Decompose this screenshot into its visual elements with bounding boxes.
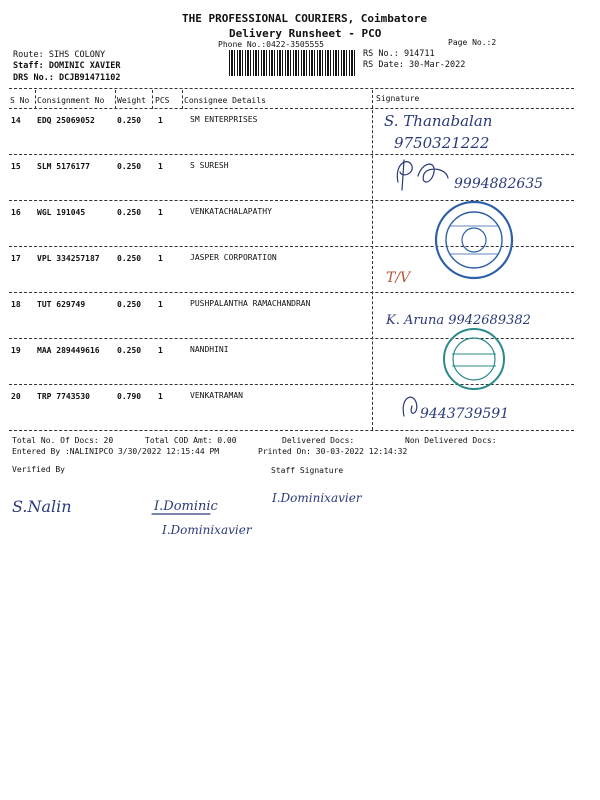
col-signature: Signature xyxy=(376,94,420,103)
verifier-signature xyxy=(10,488,130,524)
handwritten-name: S. Thanabalan xyxy=(384,112,493,130)
row-sno: 15 xyxy=(11,162,21,171)
total-docs: Total No. Of Docs: 20 xyxy=(12,436,114,445)
company-stamp xyxy=(430,326,520,392)
handwritten-name-phone: K. Aruna 9942689382 xyxy=(386,313,531,328)
handwritten-phone: 9443739591 xyxy=(420,406,510,422)
col-separator xyxy=(35,90,36,109)
document-title: Delivery Runsheet - PCO xyxy=(229,27,382,40)
row-pcs: 1 xyxy=(158,392,163,401)
row-sno: 19 xyxy=(11,346,21,355)
signature-scribble xyxy=(418,164,448,182)
company-name: THE PROFESSIONAL COURIERS, Coimbatore xyxy=(182,12,428,25)
col-separator xyxy=(115,90,116,109)
row-weight: 0.790 xyxy=(117,392,142,401)
row-sno: 14 xyxy=(11,116,21,125)
col-separator xyxy=(152,90,153,109)
route: Route: SIHS COLONY xyxy=(13,50,106,60)
row-weight: 0.250 xyxy=(117,116,142,125)
row-pcs: 1 xyxy=(158,346,163,355)
rs-date: RS Date: 30-Mar-2022 xyxy=(363,60,466,70)
handwritten-phone: 9750321222 xyxy=(394,134,490,152)
row-weight: 0.250 xyxy=(117,300,142,309)
entered-by: Entered By :NALINIPCO 3/30/2022 12:15:44 PM xyxy=(12,447,220,456)
col-pcs: PCS xyxy=(155,96,170,105)
staff-signature-label: Staff Signature xyxy=(271,466,344,475)
row-sno: 16 xyxy=(11,208,21,217)
staff-signature-lower xyxy=(160,512,290,548)
svg-text:I.Dominixavier: I.Dominixavier xyxy=(272,491,362,505)
row-weight: 0.250 xyxy=(117,162,142,171)
row-consignee: SM ENTERPRISES xyxy=(190,115,258,124)
rs-number: RS No.: 914711 xyxy=(363,49,435,59)
signature-row-20 xyxy=(398,388,578,428)
row-pcs: 1 xyxy=(158,254,163,263)
verified-by-label: Verified By xyxy=(12,465,65,474)
row-weight: 0.250 xyxy=(117,346,142,355)
row-pcs: 1 xyxy=(158,300,163,309)
row-sno: 20 xyxy=(11,392,21,401)
svg-text:T/V: T/V xyxy=(386,270,411,286)
svg-text:I.Dominic: I.Dominic xyxy=(154,499,218,514)
row-weight: 0.250 xyxy=(117,254,142,263)
row-consignment: SLM 5176177 xyxy=(37,162,90,171)
signature-column-separator xyxy=(372,90,373,430)
row-consignee: PUSHPALANTHA RAMACHANDRAN xyxy=(190,299,311,308)
table-header-divider xyxy=(9,108,574,109)
page-number: Page No.:2 xyxy=(448,38,497,47)
row-consignee: S SURESH xyxy=(190,161,229,170)
col-weight: Weight xyxy=(117,96,146,105)
drs-number: DRS No.: DCJB91471102 xyxy=(13,73,121,83)
handwritten-phone: 9994882635 xyxy=(454,176,544,192)
row-consignment: MAA 289449616 xyxy=(37,346,100,355)
row-sno: 18 xyxy=(11,300,21,309)
total-cod: Total COD Amt: 0.00 xyxy=(145,436,237,445)
col-consignee: Consignee Details xyxy=(184,96,266,105)
row-consignment: TUT 629749 xyxy=(37,300,86,309)
barcode xyxy=(229,50,357,76)
staff-name: Staff: DOMINIC XAVIER xyxy=(13,61,121,71)
row-consignment: EDQ 25069052 xyxy=(37,116,95,125)
signature-scribble xyxy=(403,397,417,416)
company-stamp xyxy=(420,200,530,282)
phone-number: Phone No.:0422-3505555 xyxy=(218,40,324,49)
signature-scribble xyxy=(397,160,412,190)
row-pcs: 1 xyxy=(158,208,163,217)
row-sno: 17 xyxy=(11,254,21,263)
row-pcs: 1 xyxy=(158,162,163,171)
signature-row-14 xyxy=(380,110,580,154)
row-consignee: VENKATACHALAPATHY xyxy=(190,207,272,216)
row-weight: 0.250 xyxy=(117,208,142,217)
table-bottom-divider xyxy=(9,430,574,431)
table-top-divider xyxy=(9,88,574,89)
svg-text:I.Dominixavier: I.Dominixavier xyxy=(162,523,252,537)
row-consignment: WGL 191045 xyxy=(37,208,86,217)
col-sno: S No xyxy=(10,96,30,105)
signature-row-15 xyxy=(390,152,590,202)
non-delivered-docs: Non Delivered Docs: xyxy=(405,436,497,445)
printed-on: Printed On: 30-03-2022 12:14:32 xyxy=(258,447,408,456)
row-consignment: VPL 334257187 xyxy=(37,254,100,263)
row-divider xyxy=(9,292,574,293)
col-consignment: Consignment No xyxy=(37,96,105,105)
col-separator xyxy=(182,90,183,109)
handwritten-note xyxy=(380,262,420,292)
svg-text:S.Nalin: S.Nalin xyxy=(12,497,72,516)
row-consignee: NANDHINI xyxy=(190,345,229,354)
row-consignee: VENKATRAMAN xyxy=(190,391,243,400)
delivered-docs: Delivered Docs: xyxy=(282,436,355,445)
row-consignee: JASPER CORPORATION xyxy=(190,253,277,262)
staff-signature-upper xyxy=(270,484,400,514)
row-pcs: 1 xyxy=(158,116,163,125)
row-consignment: TRP 7743530 xyxy=(37,392,90,401)
